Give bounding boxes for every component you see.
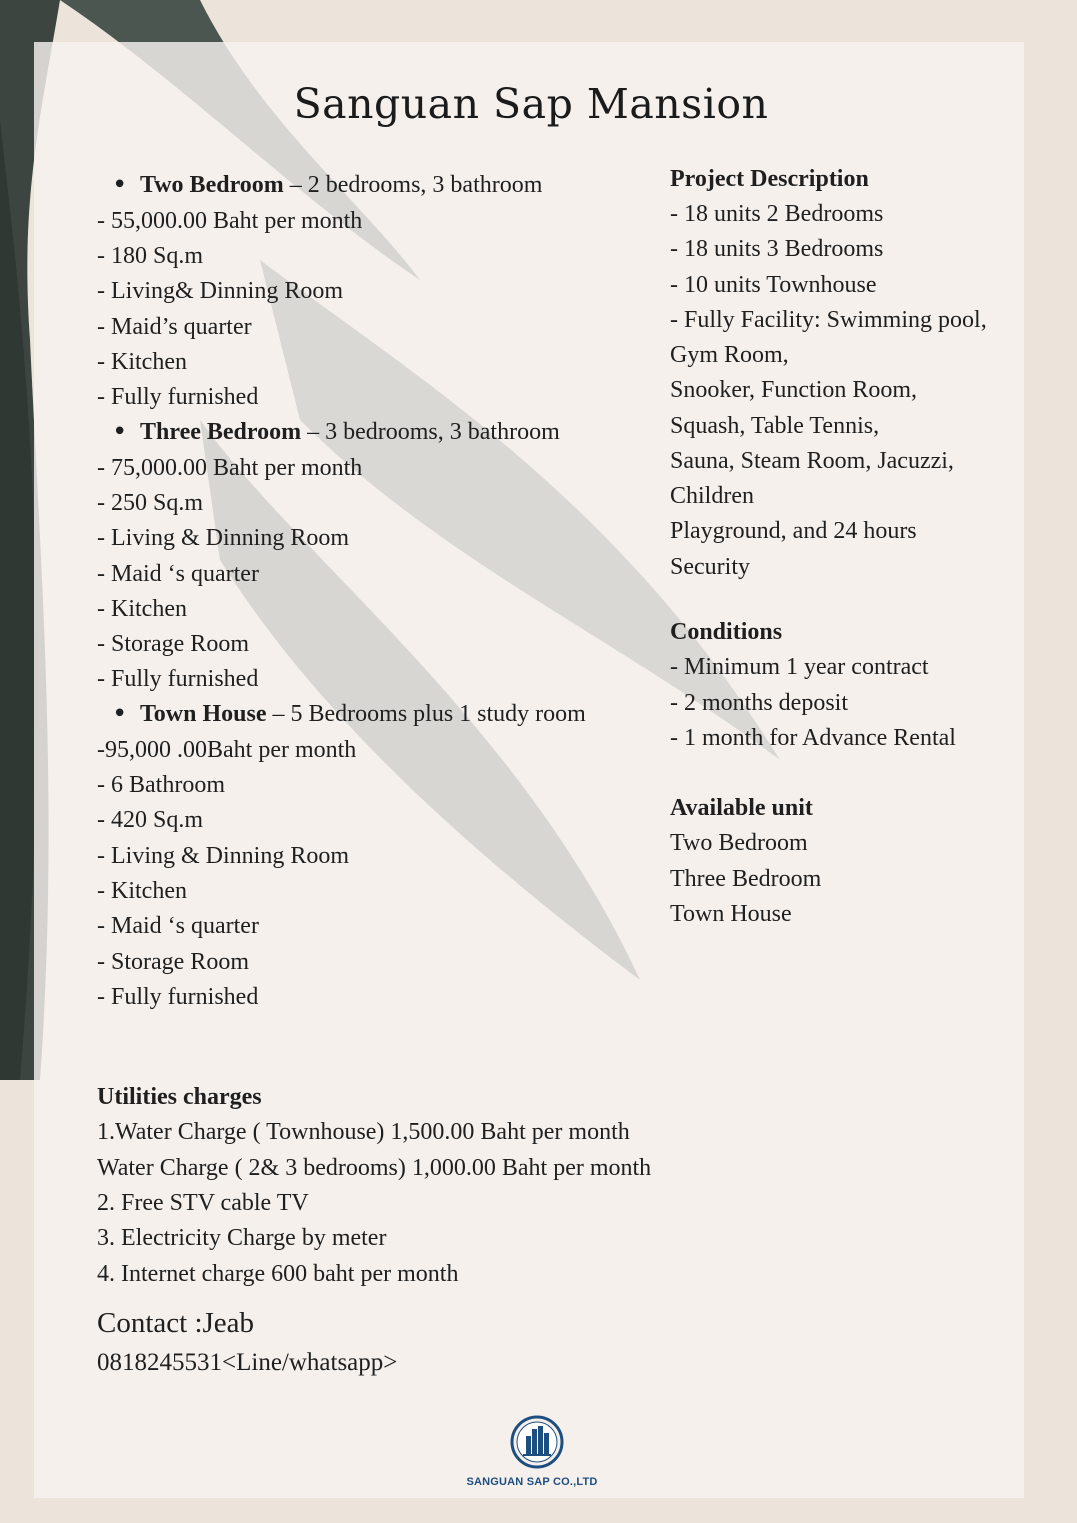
town-house-detail: - Kitchen xyxy=(97,878,187,904)
available-unit-line: Three Bedroom xyxy=(670,866,822,892)
project-description-line: Squash, Table Tennis, xyxy=(670,413,880,439)
town-house-detail: - 420 Sq.m xyxy=(97,807,204,833)
town-house-detail: -95,000 .00Baht per month xyxy=(97,737,357,763)
bullet-icon: • xyxy=(112,170,128,200)
three-bedroom-summary: – 3 bedrooms, 3 bathroom xyxy=(301,419,560,445)
project-description-heading: Project Description xyxy=(670,166,869,192)
conditions-line: - 1 month for Advance Rental xyxy=(670,725,956,751)
three-bedroom-heading xyxy=(140,415,560,450)
available-unit-heading: Available unit xyxy=(670,795,813,821)
project-description-line: Snooker, Function Room, xyxy=(670,377,918,403)
two-bedroom-detail: - 55,000.00 Baht per month xyxy=(97,208,363,234)
three-bedroom-detail: - Living & Dinning Room xyxy=(97,525,349,551)
utilities-line: 4. Internet charge 600 baht per month xyxy=(97,1261,459,1287)
utilities-line: 1.Water Charge ( Townhouse) 1,500.00 Baht per month xyxy=(97,1119,630,1145)
conditions-heading: Conditions xyxy=(670,619,783,645)
utilities-line: 3. Electricity Charge by meter xyxy=(97,1225,387,1251)
page-title: Sanguan Sap Mansion xyxy=(293,80,769,128)
utilities-heading: Utilities charges xyxy=(97,1084,262,1110)
three-bedroom-detail: - Fully furnished xyxy=(97,666,259,692)
town-house-detail: - 6 Bathroom xyxy=(97,772,225,798)
town-house-heading xyxy=(140,697,586,732)
contact-phone: 0818245531<Line/whatsapp> xyxy=(97,1349,398,1376)
company-logo-text: SANGUAN SAP CO.,LTD xyxy=(466,1476,598,1488)
two-bedroom-detail: - Maid’s quarter xyxy=(97,314,252,340)
building-icon xyxy=(509,1414,565,1470)
two-bedroom-detail: - Fully furnished xyxy=(97,384,259,410)
town-house-detail: - Living & Dinning Room xyxy=(97,843,349,869)
bullet-icon: • xyxy=(112,699,128,729)
two-bedroom-detail: - 180 Sq.m xyxy=(97,243,204,269)
utilities-line: 2. Free STV cable TV xyxy=(97,1190,309,1216)
contact-name: Contact :Jeab xyxy=(97,1307,255,1339)
three-bedroom-detail: - Maid ‘s quarter xyxy=(97,561,259,587)
bullet-icon: • xyxy=(112,417,128,447)
three-bedroom-detail: - Kitchen xyxy=(97,596,187,622)
project-description-line: - Fully Facility: Swimming pool, xyxy=(670,307,987,333)
three-bedroom-name: Three Bedroom xyxy=(140,419,302,445)
conditions-line: - Minimum 1 year contract xyxy=(670,654,929,680)
town-house-name: Town House xyxy=(140,701,267,727)
two-bedroom-detail: - Kitchen xyxy=(97,349,187,375)
town-house-detail: - Storage Room xyxy=(97,949,249,975)
project-description-line: Gym Room, xyxy=(670,342,789,368)
town-house-detail: - Maid ‘s quarter xyxy=(97,913,259,939)
two-bedroom-summary: – 2 bedrooms, 3 bathroom xyxy=(283,172,543,198)
three-bedroom-detail: - Storage Room xyxy=(97,631,249,657)
project-description-line: Security xyxy=(670,554,750,580)
project-description-line: - 18 units 2 Bedrooms xyxy=(670,201,884,227)
three-bedroom-detail: - 75,000.00 Baht per month xyxy=(97,455,363,481)
available-unit-line: Two Bedroom xyxy=(670,830,808,856)
available-unit-line: Town House xyxy=(670,901,792,927)
utilities-line: Water Charge ( 2& 3 bedrooms) 1,000.00 Baht per month xyxy=(97,1155,652,1181)
conditions-line: - 2 months deposit xyxy=(670,690,848,716)
two-bedroom-detail: - Living& Dinning Room xyxy=(97,278,343,304)
two-bedroom-heading xyxy=(140,168,542,203)
two-bedroom-name: Two Bedroom xyxy=(140,172,284,198)
project-description-line: Children xyxy=(670,483,754,509)
town-house-summary: – 5 Bedrooms plus 1 study room xyxy=(266,701,586,727)
project-description-line: - 10 units Townhouse xyxy=(670,272,877,298)
project-description-line: Playground, and 24 hours xyxy=(670,518,917,544)
three-bedroom-detail: - 250 Sq.m xyxy=(97,490,204,516)
town-house-detail: - Fully furnished xyxy=(97,984,259,1010)
project-description-line: - 18 units 3 Bedrooms xyxy=(670,236,884,262)
project-description-line: Sauna, Steam Room, Jacuzzi, xyxy=(670,448,954,474)
